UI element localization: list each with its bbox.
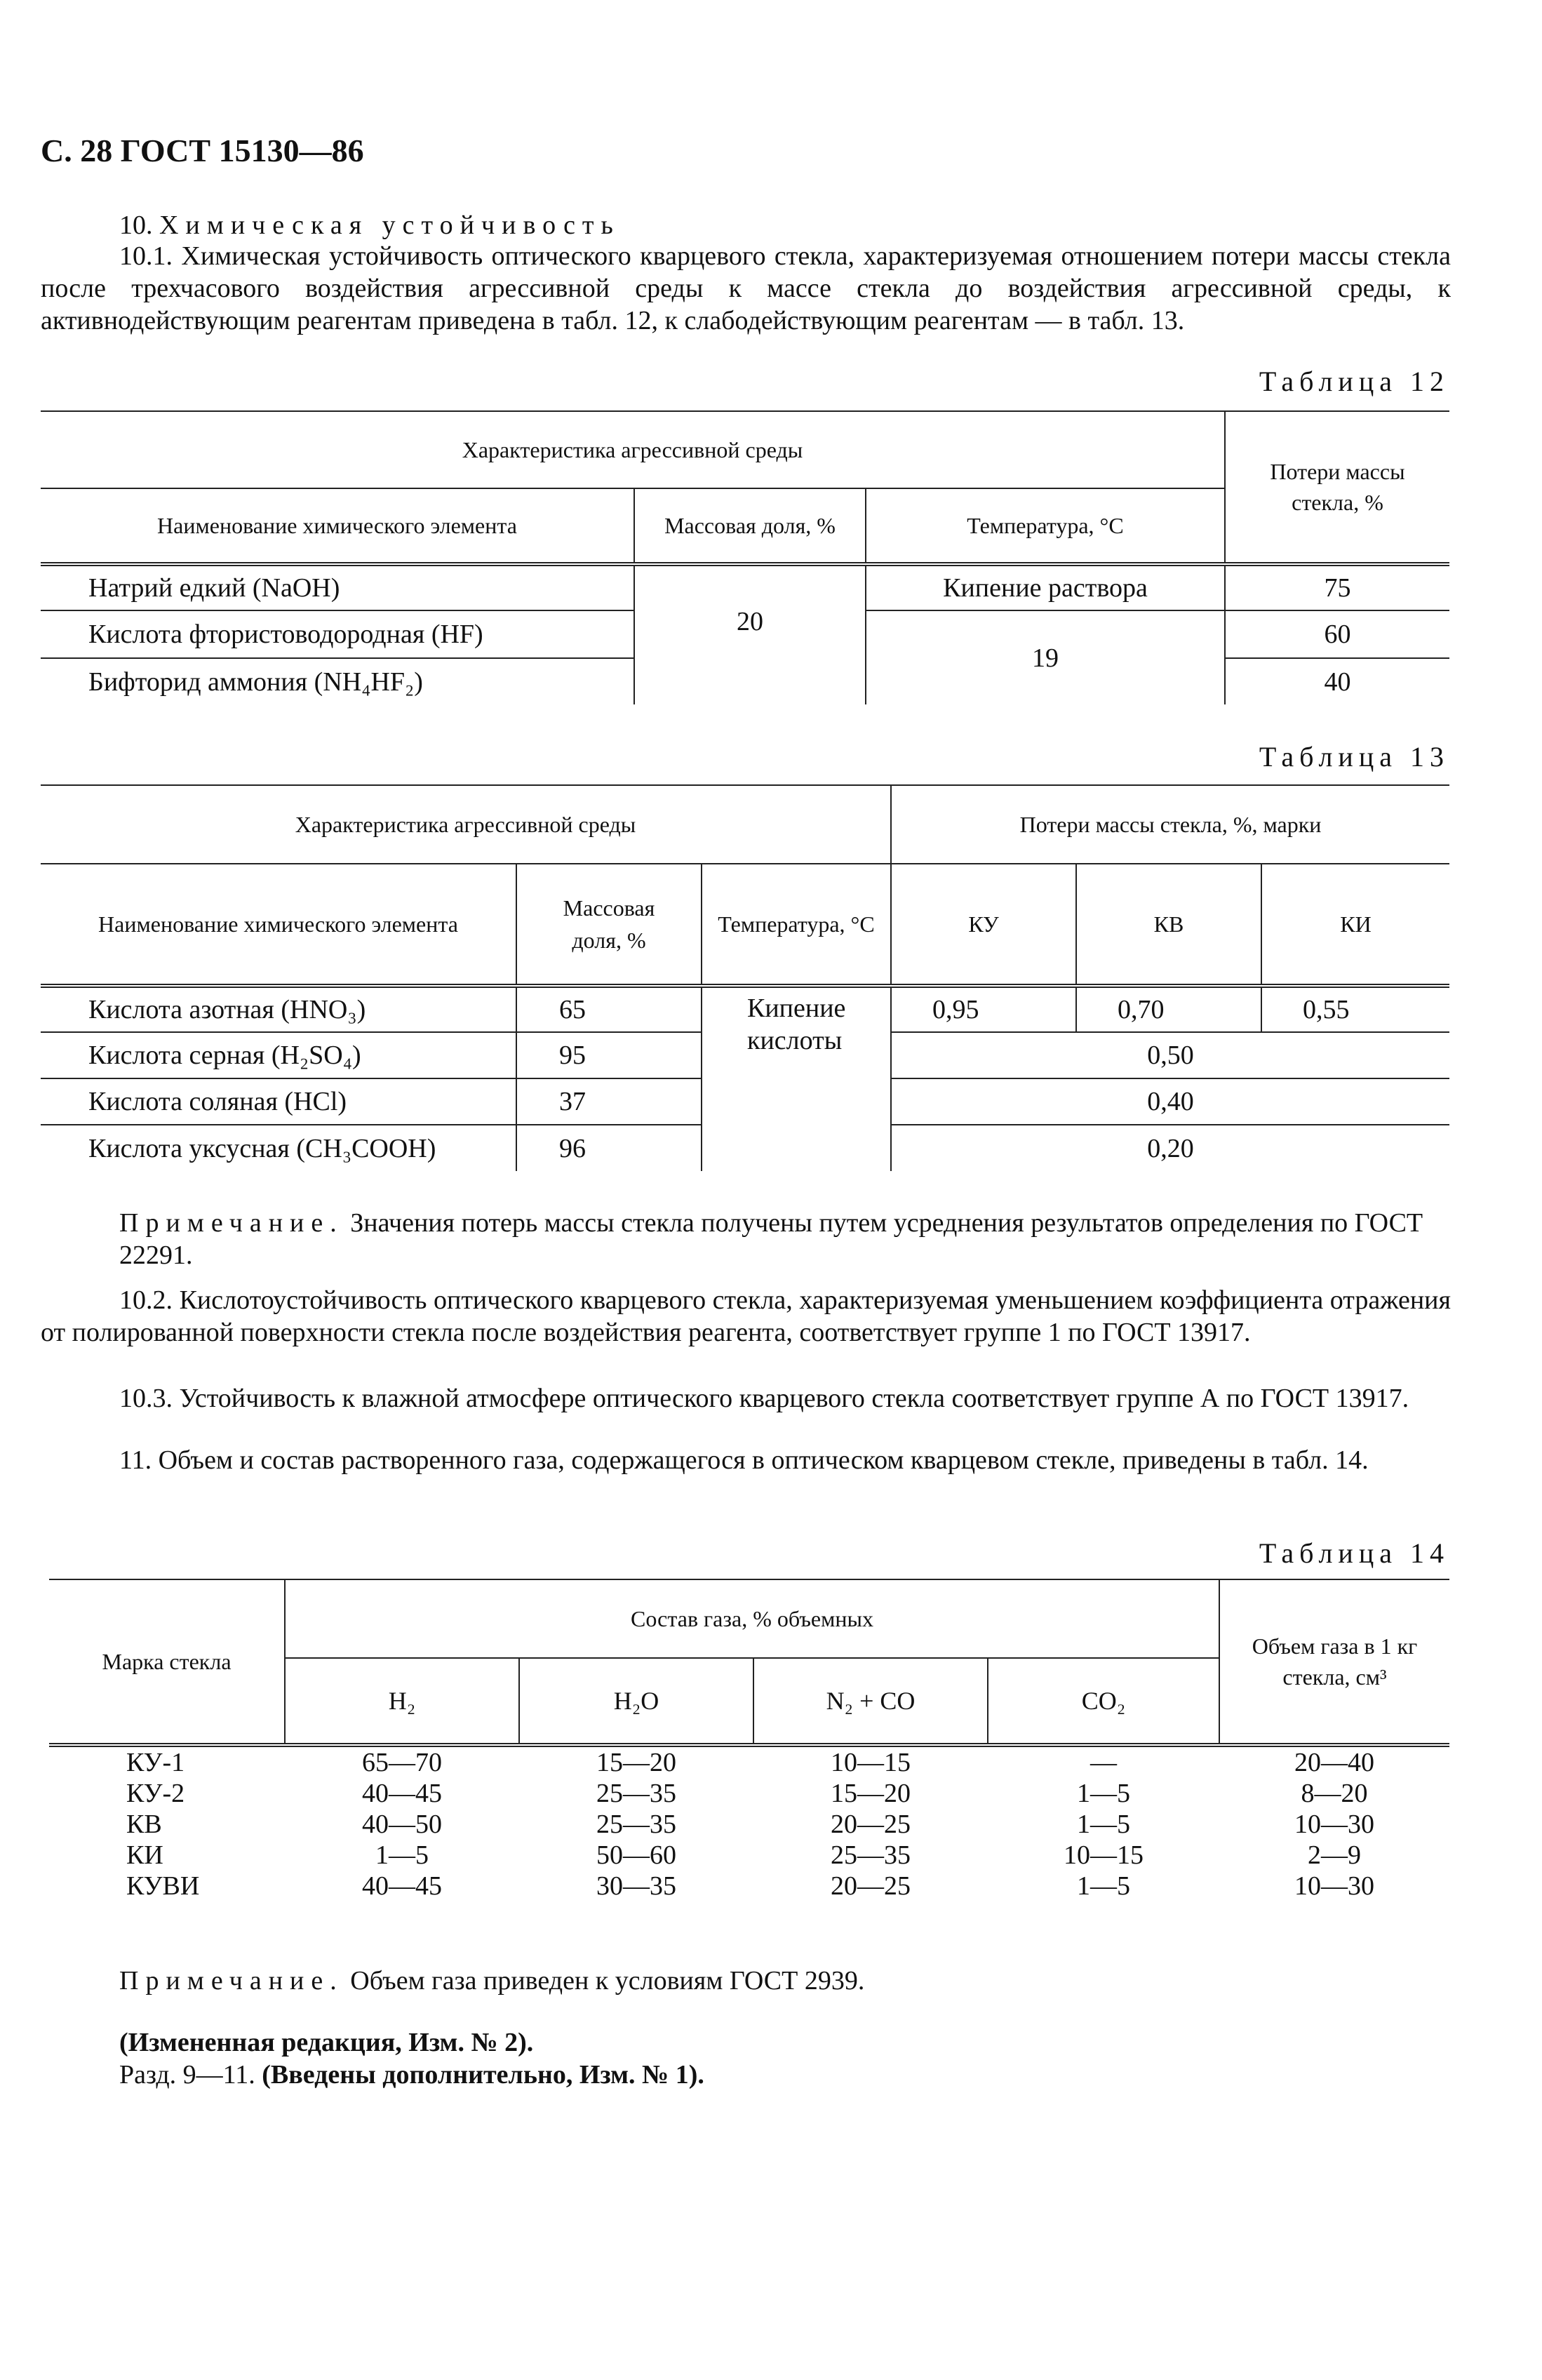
edit-note: (Измененная редакция, Изм. № 2). [119, 2028, 534, 2057]
table-14 [49, 1579, 1449, 1901]
table-12-col-name: Наименование химического элемента [41, 488, 634, 564]
table-12-row-1-name: Натрий едкий (NaOH) [41, 564, 634, 610]
table-14-row-1-mark: КУ-1 [126, 1748, 185, 1777]
table-12-row-3-name: Бифторид аммония (NH₄HF₂) [41, 658, 634, 704]
table-14-row-5-n2co: 20—25 [831, 1871, 911, 1901]
table-14-row-4-mark: КИ [126, 1840, 163, 1870]
table-13-row-3-mass: 37 [516, 1078, 702, 1125]
paragraph-11: 11. Объем и состав растворенного газа, содержащегося в оптическом кварцевом стекле, приведены в табл. 14. [119, 1445, 1369, 1475]
table-12-col-mass: Массовая доля, % [634, 488, 866, 564]
razd-bold: (Введены дополнительно, Изм. № 1). [262, 2060, 704, 2090]
table-14-row-4-co2: 10—15 [1064, 1840, 1144, 1870]
table-12-row-3-loss: 40 [1324, 667, 1351, 697]
table-14-row-3-mark: КВ [126, 1810, 162, 1839]
table-13-row-1-kv: 0,70 [1076, 986, 1261, 1032]
paragraph-10-1: 10.1. Химическая устойчивость оптического кварцевого стекла, характеризуемая отношением потери массы стекла после трехчасового воздействия агрессивной среды к массе стекла до воздействия агрессивной среды, к активнодействующим реагентам приведена в табл. 12, к слабодействующим реагентам — в табл. 13. [41, 241, 1451, 335]
table-13-row-3-all: 0,40 [891, 1078, 1449, 1125]
table-14-row-2-mark: КУ-2 [126, 1779, 185, 1808]
table-13-row-2-name: Кислота серная (H₂SO₄) [41, 1032, 516, 1078]
table-12-group-header: Характеристика агрессивной среды [41, 411, 1225, 488]
table-12-mass-merged: 20 [634, 564, 866, 704]
table-12 [41, 410, 1449, 704]
table-14-row-4-h2o: 50—60 [596, 1840, 676, 1870]
table-14-group-gas: Состав газа, % объемных [285, 1579, 1219, 1658]
table-12-col-loss: Потери массы стекла, % [1225, 411, 1449, 564]
table-14-row-3-co2: 1—5 [1077, 1810, 1130, 1839]
paragraph-10-3: 10.3. Устойчивость к влажной атмосфере оптического кварцевого стекла соответствует группе А по ГОСТ 13917. [119, 1384, 1409, 1413]
table-13-caption: Таблица 13 [1259, 741, 1449, 773]
table-13-row-4-name: Кислота уксусная (CH₃COOH) [41, 1125, 516, 1171]
table-12-col-temp: Температура, °С [866, 488, 1225, 564]
table-14-row-5-co2: 1—5 [1077, 1871, 1130, 1901]
table-12-temp-merged: 19 [866, 610, 1225, 704]
table-14-row-5-mark: КУВИ [126, 1871, 200, 1901]
table-14-row-3-vol: 10—30 [1294, 1810, 1374, 1839]
table-14-row-5-h2o: 30—35 [596, 1871, 676, 1901]
table-14-row-3-h2: 40—50 [362, 1810, 442, 1839]
table-14-row-4-n2co: 25—35 [831, 1840, 911, 1870]
table-14-col-co2: CO₂ [988, 1658, 1219, 1745]
table-13-row-3-name: Кислота соляная (HCl) [41, 1078, 516, 1125]
razd-note [119, 2059, 1452, 2091]
table-13-group-header: Характеристика агрессивной среды [41, 785, 891, 864]
table-14-col-n2co: N₂ + CO [753, 1658, 988, 1745]
table-12-row-1-loss: 75 [1225, 564, 1449, 610]
table-13-row-4-all: 0,20 [1147, 1133, 1194, 1163]
table-13-row-4-mass: 96 [516, 1125, 702, 1171]
table-14-row-2-h2o: 25—35 [596, 1779, 676, 1808]
table-13-row-1-name: Кислота азотная (HNO₃) [41, 986, 516, 1032]
table-14-row-5-vol: 10—30 [1294, 1871, 1374, 1901]
table-12-caption: Таблица 12 [1259, 366, 1449, 397]
note-2-label: Примечание. [119, 1966, 344, 1995]
table-14-col-volume: Объем газа в 1 кг стекла, см³ [1219, 1579, 1449, 1745]
table-13-col-mass: Массовая доля, % [516, 864, 702, 986]
table-14-row-1-h2o: 15—20 [596, 1748, 676, 1777]
table-13-temp-merged: Кипение кислоты [702, 986, 891, 1171]
table-14-row-5-h2: 40—45 [362, 1871, 442, 1901]
table-14-col-mark: Марка стекла [49, 1579, 285, 1745]
table-13-col-kv: КВ [1076, 864, 1261, 986]
page-header: С. 28 ГОСТ 15130—86 [41, 133, 364, 168]
table-14-col-h2: H₂ [285, 1658, 519, 1745]
table-14-row-2-vol: 8—20 [1301, 1779, 1368, 1808]
table-13 [41, 784, 1449, 1171]
table-14-row-1-n2co: 10—15 [831, 1748, 911, 1777]
table-13-col-ki: КИ [1261, 864, 1449, 986]
section-heading-number: 10. [119, 210, 153, 240]
table-14-row-1-vol: 20—40 [1294, 1748, 1374, 1777]
table-14-row-2-h2: 40—45 [362, 1779, 442, 1808]
note-1 [119, 1207, 1452, 1271]
table-14-row-2-co2: 1—5 [1077, 1779, 1130, 1808]
table-13-col-temp: Температура, °С [702, 864, 891, 986]
note-1-text: Значения потерь массы стекла получены путем усреднения результатов определения по ГОСТ 22291. [119, 1208, 1423, 1270]
table-14-row-4-h2: 1—5 [375, 1840, 429, 1870]
table-14-row-3-n2co: 20—25 [831, 1810, 911, 1839]
table-13-group-loss: Потери массы стекла, %, марки [891, 785, 1449, 864]
table-14-row-4-vol: 2—9 [1308, 1840, 1361, 1870]
table-14-row-3-h2o: 25—35 [596, 1810, 676, 1839]
note-2-text: Объем газа приведен к условиям ГОСТ 2939. [350, 1966, 865, 1995]
table-12-row-2-loss: 60 [1225, 610, 1449, 658]
table-12-temp-row-1: Кипение раствора [866, 564, 1225, 610]
section-heading-text: Химическая устойчивость [159, 210, 620, 240]
table-13-row-1-ku: 0,95 [891, 986, 1076, 1032]
table-14-row-1-co2: — [1090, 1748, 1117, 1777]
razd-prefix: Разд. 9—11. [119, 2060, 255, 2090]
note-2 [119, 1965, 1452, 1997]
table-13-col-name: Наименование химического элемента [41, 864, 516, 986]
table-14-caption: Таблица 14 [1259, 1537, 1449, 1569]
note-1-label: Примечание. [119, 1208, 344, 1238]
table-13-row-1-ki: 0,55 [1261, 986, 1449, 1032]
table-13-row-2-all: 0,50 [891, 1032, 1449, 1078]
table-13-row-2-mass: 95 [516, 1032, 702, 1078]
table-13-row-1-mass: 65 [516, 986, 702, 1032]
table-13-col-ku: КУ [891, 864, 1076, 986]
paragraph-10-2: 10.2. Кислотоустойчивость оптического кварцевого стекла, характеризуемая уменьшением коэффициента отражения от полированной поверхности стекла после воздействия реагента, соответствует группе 1 по ГОСТ 13917. [41, 1285, 1451, 1347]
section-10-heading [41, 209, 1451, 241]
table-12-row-2-name: Кислота фтористоводородная (HF) [41, 610, 634, 658]
table-14-row-1-h2: 65—70 [362, 1748, 442, 1777]
table-14-row-2-n2co: 15—20 [831, 1779, 911, 1808]
table-14-col-h2o: H₂O [519, 1658, 753, 1745]
